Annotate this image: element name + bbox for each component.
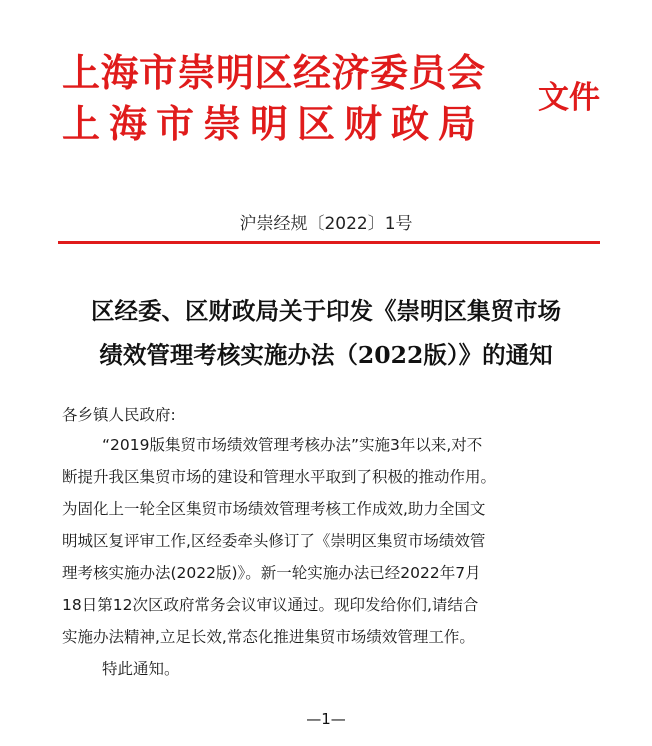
notice-title-line-1: 区经委、区财政局关于印发《崇明区集贸市场 <box>91 297 561 325</box>
paragraph-line: “2019版集贸市场绩效管理考核办法”实施3年以来,对不 <box>102 436 483 454</box>
notice-title <box>0 289 652 377</box>
notice-body <box>62 401 606 685</box>
paragraph-line: 实施办法精神,立足长效,常态化推进集贸市场绩效管理工作。 <box>62 628 475 646</box>
issuer-name-finance-bureau: 上海市崇明区财政局 <box>62 101 486 146</box>
paragraph-line: 明城区复评审工作,区经委牵头修订了《崇明区集贸市场绩效管 <box>62 532 486 550</box>
red-divider-line <box>58 241 600 244</box>
document-header <box>0 0 652 260</box>
notice-title-line-2: 绩效管理考核实施办法（2022版）》的通知 <box>99 341 553 369</box>
paragraph-line: 断提升我区集贸市场的建设和管理水平取到了积极的推动作用。 <box>62 468 497 486</box>
document-number: 沪崇经规〔2022〕1号 <box>239 214 413 234</box>
paragraph-line: 为固化上一轮全区集贸市场绩效管理考核工作成效,助力全国文 <box>62 500 486 518</box>
closing-remark: 特此通知。 <box>102 660 180 678</box>
document-type-suffix: 文件 <box>538 80 600 116</box>
paragraph-line: 18日第12次区政府常务会议审议通过。现印发给你们,请结合 <box>62 596 479 614</box>
salutation: 各乡镇人民政府: <box>62 406 176 424</box>
body-paragraph <box>62 429 606 653</box>
page-number: —1— <box>306 710 346 728</box>
issuer-name-economic-committee: 上海市崇明区经济委员会 <box>62 50 486 95</box>
paragraph-line: 理考核实施办法(2022版)》。新一轮实施办法已经2022年7月 <box>62 564 481 582</box>
